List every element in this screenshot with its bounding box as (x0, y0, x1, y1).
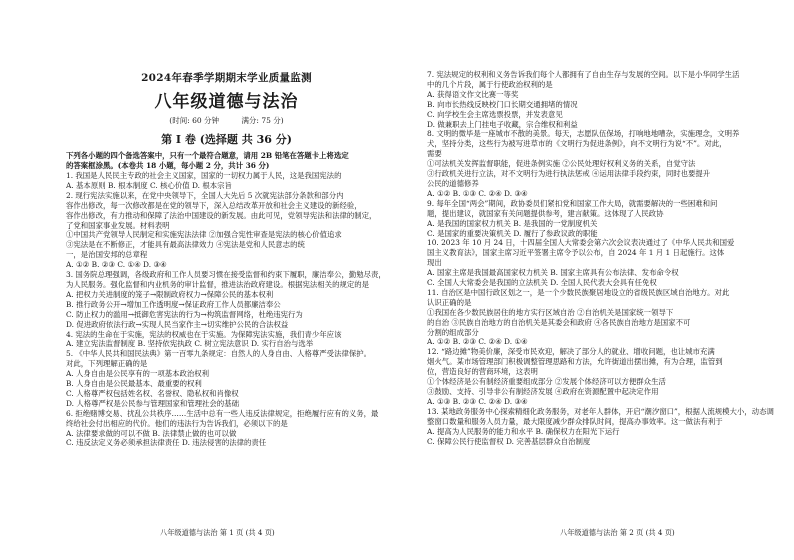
page-footer-left: 八年级道德与法治 第 1 页 (共 4 页) (160, 528, 275, 537)
question-line: ①个体经济是公有制经济重要组成部分 ②发展个体经济可以方便群众生活 (427, 377, 666, 387)
question-line: 12. “路边摊”物美价廉，深受市民欢迎，解决了部分人的就业、增收问题，也让城市充满 (427, 347, 715, 357)
question-line: A. 提高为人民服务的能力和水平 B. 确保权力在阳光下运行 (427, 426, 620, 436)
question-line: B. 人身自由是公民最基本、最重要的权利 (66, 379, 202, 389)
question-line: A. 法律要求做的可以不做 B. 法律禁止做的也可以做 (66, 428, 237, 438)
question-line: A. 建立宪法监督制度 B. 坚持依宪执政 C. 树立宪法意识 D. 实行自治与选举 (66, 339, 314, 349)
question-line: A. ①② B. ②③ C. ②④ D. ①④ (427, 337, 528, 347)
question-line: C. 违反法定义务必须承担法律责任 D. 违法侵害的法律的责任 (66, 438, 267, 448)
exam-time: (时间: 60 分钟 (169, 116, 220, 125)
question-line: A. 基本原则 B. 根本制度 C. 核心价值 D. 根本宗旨 (66, 180, 232, 190)
question-line: 3. 国务院总理强调，各级政府和工作人员要习惯在接受监督和约束下履职，廉洁奉公，勤勉尽责， (66, 270, 386, 280)
question-line: C. 是国家的重要决策机关 D. 履行了参政议政的职能 (427, 228, 598, 238)
question-line: 4. 宪法的生命在于实施，宪法的权威也在于实施。为保障宪法实施，我们青少年应该 (66, 329, 342, 339)
question-line: 容作出修改，每一次修改都是在党的领导下，深入总结改革开放和社会主义建设的新经验， (66, 200, 362, 210)
question-line: 中的几个片段，属于行使政治权利的是 (427, 79, 553, 89)
question-line: 9. 每年全国“两会”期间，政协委员们紧扣党和国家工作大局，就需要解决的一些困难和问 (427, 198, 718, 208)
question-line: A. 人身自由是公民享有的一项基本政治权利 (66, 369, 210, 379)
question-line: 1. 我国是人民民主专政的社会主义国家，国家的一切权力属于人民，这是我国宪法的 (66, 171, 342, 180)
question-line: 需要 (427, 149, 442, 159)
question-line: A. 国家主席是我国最高国家权力机关 B. 国家主席具有公布法律、发布命令权 (427, 268, 679, 278)
question-line: 一，是治国安邦的总章程 (66, 250, 148, 260)
exam-info (66, 115, 387, 126)
question-line: ③鼓励、支持、引导非公有制经济发展 ④政府在资源配置中起决定作用 (427, 387, 659, 396)
question-line: D. 人格尊严权是公民参与管理国家和管理社会的基础 (66, 398, 239, 408)
section-heading: 第 I 卷 (选择题 共 36 分) (161, 133, 292, 146)
right-question-block (427, 70, 774, 446)
question-line: 5. 《中华人民共和国民法典》第一百零九条规定：自然人的人身自由、人格尊严受法律保护。 (66, 349, 372, 359)
question-line: 8. 文明的微毕是一座城市不散的美景。每天，志愿队伍保场，打响地地嘈杂，实施理念，文明养 (427, 129, 740, 139)
question-line: A. ①③ B. ②③ C. ②④ D. ③④ (427, 396, 528, 406)
question-line: C. 向学校生会主席选票投票，并发表意见 (427, 109, 563, 119)
page-footer-right: 八年级道德与法治 第 2 页 (共 4 页) (560, 528, 675, 537)
question-line: C. 保障公民行使监督权 D. 完善基层群众自治制度 (427, 436, 591, 446)
question-line: A. 是我国的国家权力机关 B. 是我国的一党制度机关 (427, 218, 598, 228)
question-line: 容作出修改，有力推动和保障了法治中国建设的新发展。由此可见，党领导宪法和法律的制定， (66, 210, 377, 220)
question-line: 整窗口数量和服务人员力量，最大限度减少群众排队时间，提高办事效率。这一做法有利于 (427, 416, 723, 426)
question-line: 6. 拒绝赌博交易、扰乱公共秩序……生活中总有一些人违反法律规定，拒绝履行应有的义务，最 (66, 408, 379, 418)
subject-title: 八年级道德与法治 (154, 92, 299, 112)
question-line: ③行政机关进行立法，对不文明行为进行执法惩戒 ④运用法律手段约束，同时也要提升 (427, 169, 711, 179)
question-line: D. 促进政府依法行政→实现人民当家作主→切实维护公民的合法权益 (66, 319, 289, 329)
question-line: D. 做兼职去上门挂电子收藏，宗合维权和利益 (427, 119, 578, 129)
question-line: 现出 (427, 258, 442, 268)
question-line: ①可法机关发挥监督职能，促进条例实施 ②公民处理好权利义务的关系，自觉守法 (427, 159, 696, 169)
question-line: A. 把权力关进制度的笼子→限制政府权力→保障公民的基本权利 (66, 289, 274, 299)
question-line: 7. 宪法规定的权利和义务告诉我们每个人都拥有了自由生存与发展的空间。以下是小华同学生活 (427, 70, 740, 79)
question-line: A. 获得语文作文比赛一等奖 (427, 89, 519, 99)
question-line: 了党和国家事业发展。材料表明 (66, 220, 170, 230)
question-line: 10. 2023 年 10 月 24 日，十四届全国人大常委会第六次会议表决通过了《中华人民共和国爱 (427, 238, 735, 248)
question-line: C. 全国人大常委会是我国的立法机关 D. 全国人民代表大会具有任免权 (427, 278, 657, 288)
question-line: 为人民服务。强化监督和内业机务的审计监督，推进法治政府建设。根据宪法相关的规定的是 (66, 279, 370, 289)
question-line: C. 人格尊严权包括姓名权、名誉权、隐私权和肖像权 (66, 388, 239, 398)
question-line: 位，营造良好的营商环境，这表明 (427, 367, 538, 377)
question-line: B. 推行政务公开→增加工作透明度→保证政府工作人员都廉洁奉公 (66, 299, 281, 309)
question-line: 对此，下列理解正确的是 (66, 359, 148, 369)
question-line: 犬，坚持分类，这些行为被写进草市的《文明行为促进条例》，向不文明行为说“不”。对此， (427, 139, 727, 149)
question-line: 的自治 ③民族自治地方的自治机关是其委会和政府 ④各民族自治地方是国家不可 (427, 317, 691, 327)
question-line: A. ①② B. ②③ C. ①④ D. ③④ (66, 260, 167, 270)
question-line: 13. 某地政务服务中心探索精细化政务服务，对老年人群体，开启“潮汐窗口”，根据人流规模大小，动态调 (427, 406, 774, 416)
question-line: 题，提出建议，就国家有关问题提供参考，建言献策。这体现了人民政协 (427, 208, 664, 218)
question-line: C. 防止权力的滥用→抵御危害宪法的行为→构筑监督网络，杜绝违宪行为 (66, 309, 303, 319)
question-line: 分割的组成部分 (427, 327, 479, 337)
question-line: ③宪法是在不断修正，才能具有最高法律效力 ④宪法是党和人民意志的统 (66, 240, 305, 250)
question-line: A. ①② B. ①③ C. ②④ D. ③④ (427, 188, 528, 198)
question-line: 2. 现行宪法实施以来，在党中央领导下，全国人大先后 5 次就宪法部分条款和部分内 (66, 190, 344, 200)
question-line: 终给社会付出相应的代价。他们的违法行为告诉我们，必须以下的是 (66, 418, 288, 428)
instructions-line-2: 的答案框涂黑。(本卷共 18 小题，每小题 2 分，共计 36 分) (66, 161, 270, 170)
exam-score: 满分: 75 分) (241, 116, 284, 125)
page-right (397, 0, 794, 560)
left-question-block (66, 171, 387, 448)
question-line: 11. 自治区是中国行政区划之一，是一个少数民族聚居地设立的省级民族区域自治地方。对此 (427, 287, 730, 297)
question-line: 公民的道德修养 (427, 178, 479, 188)
question-line: B. 向市长热线反映校门口长期交通拥堵的情况 (427, 99, 578, 109)
exam-title: 2024年春季学期期末学业质量监测 (141, 72, 312, 84)
question-line: ①中国共产党领导人民制定和实施宪法法律 ②加强合宪性审查是宪法的核心价值追求 (66, 230, 342, 240)
instructions-line-1: 下列各小题的四个备选答案中，只有一个最符合题意，请用 2B 铅笔在答题卡上将选定 (66, 151, 349, 160)
question-line: 国主义教育法》，国家主席习近平签署主席令予以公布，自 2024 年 1 月 1 日起施行。这体 (427, 248, 725, 258)
question-line: ①我国在各少数民族居住的地方实行区域自治 ②自治机关是国家统一领导下 (427, 307, 674, 317)
question-line: 烟火气。某市场管理部门积极调整管理思路和方法，允许街道出摆出摊，有为合理，监管到 (427, 357, 723, 367)
question-line: 认识正确的是 (427, 297, 472, 307)
